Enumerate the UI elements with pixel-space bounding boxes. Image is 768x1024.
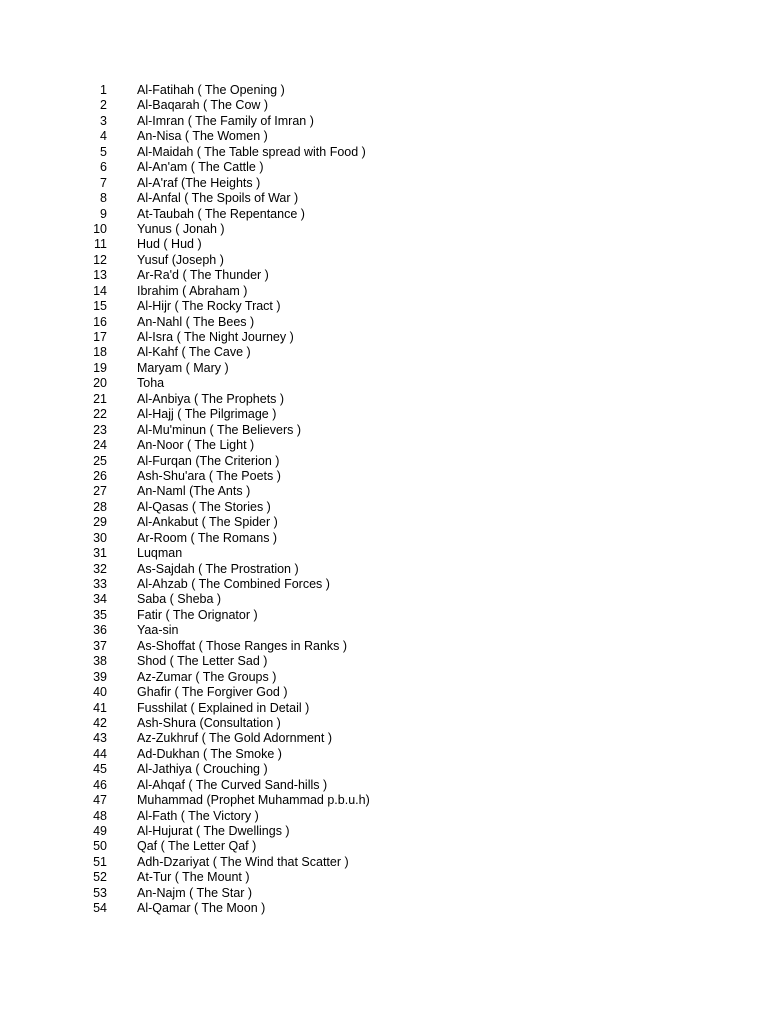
surah-list [0, 83, 768, 917]
surah-number: 13 [93, 268, 107, 283]
surah-number: 5 [100, 144, 107, 159]
surah-number: 10 [93, 221, 107, 236]
surah-number: 52 [93, 870, 107, 885]
surah-number: 19 [93, 360, 107, 375]
list-item [0, 716, 768, 731]
list-item [0, 145, 768, 160]
surah-number: 3 [100, 113, 107, 128]
surah-name: Ash-Shura (Consultation ) [137, 715, 281, 730]
surah-name: Al-Qamar ( The Moon ) [137, 901, 266, 916]
surah-name: An-Najm ( The Star ) [137, 885, 253, 900]
surah-name: At-Tur ( The Mount ) [137, 870, 250, 885]
surah-name: Al-Hujurat ( The Dwellings ) [137, 824, 290, 838]
list-item [0, 392, 768, 407]
surah-number: 51 [93, 854, 107, 869]
list-item [0, 685, 768, 700]
list-item [0, 114, 768, 129]
surah-number: 47 [93, 793, 107, 808]
surah-name: Ar-Ra'd ( The Thunder ) [137, 268, 269, 283]
surah-name: Muhammad (Prophet Muhammad p.b.u.h) [137, 793, 370, 808]
surah-number: 30 [93, 530, 107, 545]
list-item [0, 592, 768, 607]
list-item [0, 855, 768, 870]
surah-number: 29 [93, 515, 107, 530]
list-item [0, 500, 768, 515]
surah-name: Al-Ahzab ( The Combined Forces ) [137, 577, 330, 591]
list-item [0, 701, 768, 716]
surah-number: 40 [93, 685, 107, 700]
list-item [0, 129, 768, 144]
list-item [0, 839, 768, 854]
surah-name: As-Shoffat ( Those Ranges in Ranks ) [137, 638, 348, 653]
list-item [0, 83, 768, 98]
list-item [0, 670, 768, 685]
surah-name: Saba ( Sheba ) [137, 592, 222, 607]
surah-name: Ar-Room ( The Romans ) [137, 530, 278, 545]
surah-name: Ash-Shu'ara ( The Poets ) [137, 468, 281, 483]
list-item [0, 469, 768, 484]
list-item [0, 762, 768, 777]
surah-name: Al-Isra ( The Night Journey ) [137, 330, 294, 344]
list-item [0, 901, 768, 916]
surah-number: 26 [93, 468, 107, 483]
surah-number: 20 [93, 376, 107, 391]
surah-number: 22 [93, 407, 107, 422]
surah-name: Al-A'raf (The Heights ) [137, 175, 261, 190]
surah-number: 45 [93, 762, 107, 777]
list-item [0, 299, 768, 314]
surah-number: 33 [93, 577, 107, 591]
surah-name: Fusshilat ( Explained in Detail ) [137, 700, 310, 715]
list-item [0, 222, 768, 237]
list-item [0, 639, 768, 654]
surah-number: 48 [93, 808, 107, 823]
surah-name: At-Taubah ( The Repentance ) [137, 206, 305, 221]
surah-name: Luqman [137, 546, 183, 561]
surah-number: 23 [93, 422, 107, 437]
surah-name: Al-Ahqaf ( The Curved Sand-hills ) [137, 777, 328, 792]
surah-number: 27 [93, 484, 107, 499]
surah-number: 35 [93, 607, 107, 622]
surah-name: Al-Jathiya ( Crouching ) [137, 762, 268, 777]
surah-name: Shod ( The Letter Sad ) [137, 654, 268, 669]
surah-number: 14 [93, 283, 107, 298]
surah-number: 36 [93, 623, 107, 638]
surah-number: 6 [100, 160, 107, 175]
surah-name: Al-Kahf ( The Cave ) [137, 345, 251, 360]
list-item [0, 747, 768, 762]
list-item [0, 562, 768, 577]
list-item [0, 361, 768, 376]
surah-name: Al-Anfal ( The Spoils of War ) [137, 191, 299, 206]
surah-number: 50 [93, 839, 107, 854]
list-item [0, 531, 768, 546]
list-item [0, 731, 768, 746]
surah-name: Al-Baqarah ( The Cow ) [137, 98, 269, 113]
surah-name: Yusuf (Joseph ) [137, 252, 224, 267]
list-item [0, 515, 768, 530]
surah-name: Al-Imran ( The Family of Imran ) [137, 113, 314, 128]
list-item [0, 778, 768, 793]
surah-name: Maryam ( Mary ) [137, 360, 229, 375]
list-item [0, 315, 768, 330]
list-item [0, 438, 768, 453]
surah-number: 34 [93, 592, 107, 607]
surah-number: 39 [93, 669, 107, 684]
surah-number: 25 [93, 453, 107, 468]
surah-name: Ghafir ( The Forgiver God ) [137, 685, 288, 700]
surah-name: Yunus ( Jonah ) [137, 221, 225, 236]
surah-number: 4 [100, 129, 107, 144]
surah-number: 31 [93, 546, 107, 561]
surah-name: Toha [137, 376, 165, 391]
list-item [0, 330, 768, 345]
surah-number: 1 [100, 83, 107, 97]
surah-name: Al-Mu'minun ( The Believers ) [137, 422, 302, 437]
surah-number: 54 [93, 901, 107, 916]
surah-number: 44 [93, 746, 107, 761]
surah-number: 2 [100, 98, 107, 113]
list-item [0, 608, 768, 623]
surah-name: An-Nisa ( The Women ) [137, 129, 268, 144]
surah-number: 32 [93, 561, 107, 576]
list-item [0, 207, 768, 222]
surah-number: 9 [100, 206, 107, 221]
surah-name: Al-Anbiya ( The Prophets ) [137, 391, 285, 406]
surah-name: As-Sajdah ( The Prostration ) [137, 561, 299, 576]
surah-name: Fatir ( The Orignator ) [137, 607, 258, 622]
surah-number: 16 [93, 314, 107, 329]
list-item [0, 654, 768, 669]
surah-number: 37 [93, 638, 107, 653]
surah-number: 28 [93, 499, 107, 514]
list-item [0, 176, 768, 191]
list-item [0, 345, 768, 360]
list-item [0, 824, 768, 839]
surah-name: Al-Hijr ( The Rocky Tract ) [137, 299, 281, 314]
list-item [0, 546, 768, 561]
surah-number: 11 [94, 237, 107, 252]
surah-number: 42 [93, 715, 107, 730]
surah-name: Al-Fatihah ( The Opening ) [137, 83, 285, 97]
list-item [0, 870, 768, 885]
surah-name: An-Noor ( The Light ) [137, 438, 255, 453]
list-item [0, 793, 768, 808]
surah-name: Al-Furqan (The Criterion ) [137, 453, 280, 468]
list-item [0, 98, 768, 113]
surah-name: Al-Qasas ( The Stories ) [137, 499, 271, 514]
list-item [0, 577, 768, 592]
surah-name: Al-Maidah ( The Table spread with Food ) [137, 144, 366, 159]
surah-name: Az-Zukhruf ( The Gold Adornment ) [137, 731, 332, 746]
surah-name: Hud ( Hud ) [137, 237, 202, 252]
list-item [0, 237, 768, 252]
list-item [0, 809, 768, 824]
surah-number: 18 [93, 345, 107, 360]
list-item [0, 407, 768, 422]
surah-number: 46 [93, 777, 107, 792]
list-item [0, 284, 768, 299]
list-item [0, 454, 768, 469]
surah-number: 38 [93, 654, 107, 669]
surah-number: 12 [93, 252, 107, 267]
surah-number: 8 [100, 191, 107, 206]
surah-name: Ibrahim ( Abraham ) [137, 283, 248, 298]
surah-number: 41 [93, 700, 107, 715]
list-item [0, 160, 768, 175]
surah-number: 15 [93, 299, 107, 314]
surah-name: An-Nahl ( The Bees ) [137, 314, 255, 329]
surah-name: Az-Zumar ( The Groups ) [137, 669, 277, 684]
surah-number: 43 [93, 731, 107, 746]
surah-name: Al-Fath ( The Victory ) [137, 808, 259, 823]
surah-number: 49 [93, 824, 107, 838]
surah-name: Yaa-sin [137, 623, 179, 638]
list-item [0, 623, 768, 638]
surah-number: 7 [100, 175, 107, 190]
list-item [0, 423, 768, 438]
surah-name: Adh-Dzariyat ( The Wind that Scatter ) [137, 854, 349, 869]
surah-number: 21 [93, 391, 107, 406]
surah-number: 24 [93, 438, 107, 453]
surah-name: An-Naml (The Ants ) [137, 484, 251, 499]
list-item [0, 376, 768, 391]
surah-name: Al-Hajj ( The Pilgrimage ) [137, 407, 277, 422]
list-item [0, 484, 768, 499]
surah-number: 53 [93, 885, 107, 900]
surah-name: Ad-Dukhan ( The Smoke ) [137, 746, 282, 761]
list-item [0, 191, 768, 206]
list-item [0, 886, 768, 901]
surah-name: Al-Ankabut ( The Spider ) [137, 515, 278, 530]
surah-number: 17 [93, 330, 107, 344]
list-item [0, 253, 768, 268]
surah-name: Qaf ( The Letter Qaf ) [137, 839, 257, 854]
list-item [0, 268, 768, 283]
surah-name: Al-An'am ( The Cattle ) [137, 160, 264, 175]
